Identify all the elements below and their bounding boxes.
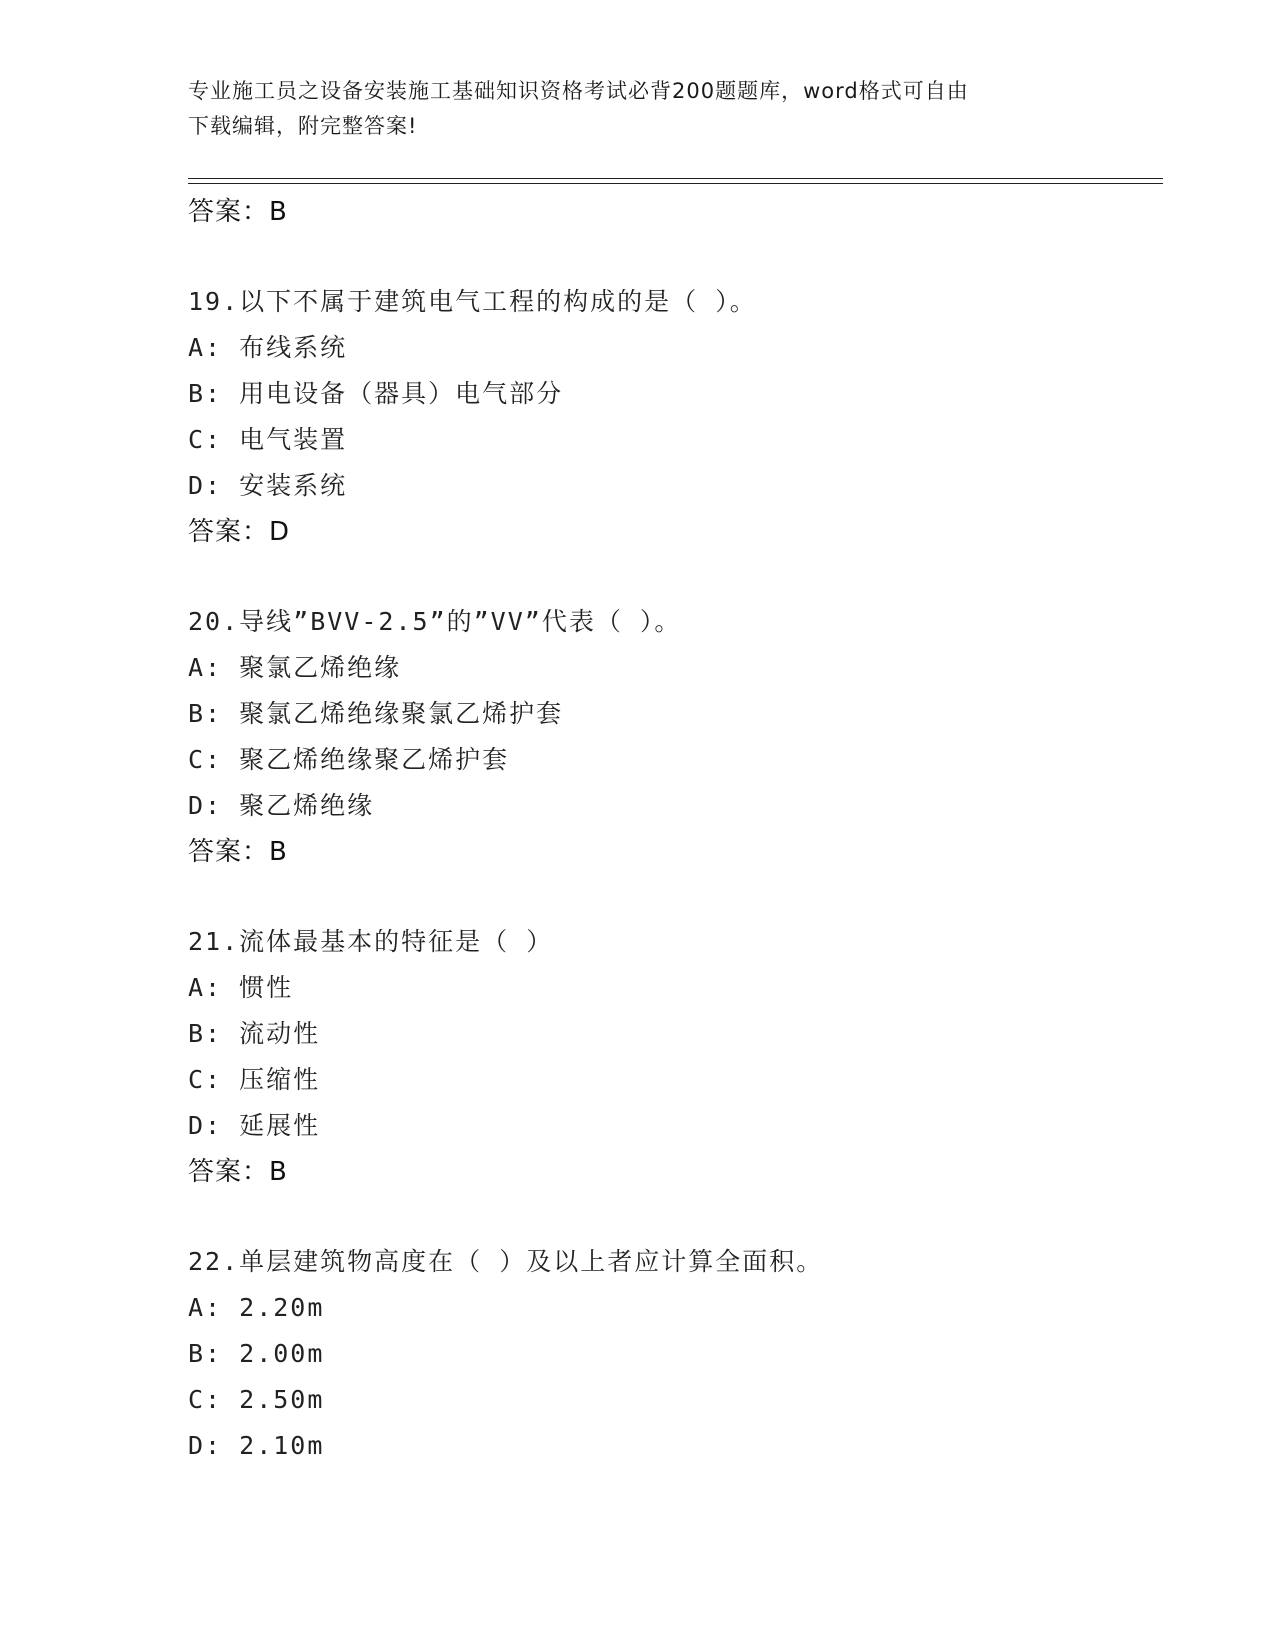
document-header — [188, 74, 1068, 144]
header-line-2: 下载编辑，附完整答案! — [188, 114, 418, 138]
question-block — [188, 1239, 1148, 1469]
option-c: C: 2.50m — [188, 1385, 325, 1414]
option-b: B: 2.00m — [188, 1339, 325, 1368]
question-list — [188, 189, 1148, 1469]
option-a: A: 聚氯乙烯绝缘 — [188, 653, 402, 682]
option-c: C: 聚乙烯绝缘聚乙烯护套 — [188, 745, 510, 774]
header-divider-top — [188, 178, 1163, 179]
option-a: A: 惯性 — [188, 973, 294, 1002]
question-block — [188, 599, 1148, 875]
option-a: A: 2.20m — [188, 1293, 325, 1322]
spacer — [188, 235, 1148, 279]
option-d: D: 安装系统 — [188, 471, 348, 500]
answer-line: 答案：B — [188, 837, 288, 867]
option-c: C: 压缩性 — [188, 1065, 321, 1094]
question-block — [188, 919, 1148, 1195]
header-divider-bottom — [188, 183, 1163, 184]
option-b: B: 流动性 — [188, 1019, 321, 1048]
spacer — [188, 1195, 1148, 1239]
header-line-1: 专业施工员之设备安装施工基础知识资格考试必背200题题库，word格式可自由 — [188, 79, 969, 103]
question-stem: 22.单层建筑物高度在（ ）及以上者应计算全面积。 — [188, 1247, 824, 1276]
spacer — [188, 875, 1148, 919]
option-d: D: 延展性 — [188, 1111, 321, 1140]
question-stem: 21.流体最基本的特征是（ ） — [188, 927, 554, 956]
question-block — [188, 279, 1148, 555]
option-a: A: 布线系统 — [188, 333, 348, 362]
option-d: D: 2.10m — [188, 1431, 325, 1460]
answer-line: 答案：B — [188, 1157, 288, 1187]
option-b: B: 聚氯乙烯绝缘聚氯乙烯护套 — [188, 699, 564, 728]
spacer — [188, 555, 1148, 599]
option-c: C: 电气装置 — [188, 425, 348, 454]
answer-line: 答案：D — [188, 517, 291, 547]
question-stem: 19.以下不属于建筑电气工程的构成的是（ ）。 — [188, 287, 757, 316]
option-d: D: 聚乙烯绝缘 — [188, 791, 375, 820]
answer-line: 答案：B — [188, 197, 288, 227]
option-b: B: 用电设备（器具）电气部分 — [188, 379, 564, 408]
question-stem: 20.导线”BVV-2.5”的”VV”代表（ ）。 — [188, 607, 682, 636]
